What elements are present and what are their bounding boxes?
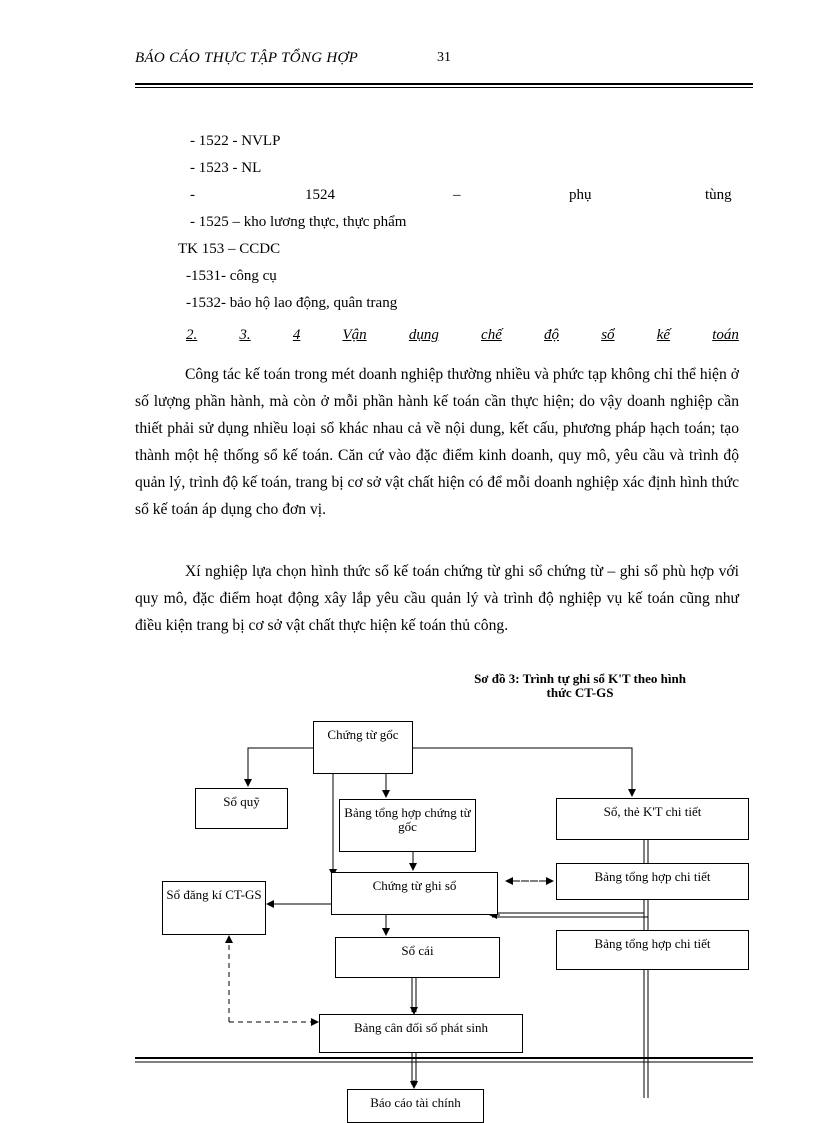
account-1524-word-1: phụ (569, 187, 592, 203)
box-chung-tu-goc: Chứng từ gốc (313, 721, 413, 774)
box-bao-cao-tai-chinh: Báo cáo tài chính (347, 1089, 484, 1123)
heading-word: dụng (408, 327, 439, 343)
box-bang-tong-hop-chi-tiet-1: Bảng tổng hợp chi tiết (556, 863, 749, 900)
account-1524-code: 1524 (305, 187, 335, 203)
box-so-cai: Sổ cái (335, 937, 500, 978)
box-so-quy: Sổ quỹ (195, 788, 288, 829)
heading-word: 2. (186, 327, 198, 343)
caption-line-1: Sơ đồ 3: Trình tự ghi sổ K'T theo hình (474, 671, 686, 686)
account-1524-word-2: tùng (705, 187, 732, 203)
heading-word: toán (712, 327, 739, 343)
arrow-goc-to-soquy (248, 748, 313, 786)
caption-line-2: thức CT-GS (546, 685, 614, 700)
box-chung-tu-ghi-so: Chứng từ ghi sổ (331, 872, 498, 915)
account-1522: - 1522 - NVLP (190, 133, 281, 149)
account-1524-sep: – (453, 187, 461, 203)
heading-word: sổ (601, 327, 615, 343)
double-arrow-socai-candoi (412, 978, 416, 1012)
heading-word: chế (481, 327, 502, 343)
report-title: BÁO CÁO THỰC TẬP TỔNG HỢP (135, 50, 359, 66)
account-1523: - 1523 - NL (190, 160, 262, 176)
arrow-goc-to-chitiet (413, 748, 632, 796)
box-bang-tong-hop-chung-tu-goc: Bảng tổng hợp chứng từ gốc (339, 799, 476, 852)
account-1524-dash: - (190, 187, 195, 203)
account-tk153: TK 153 – CCDC (178, 241, 281, 257)
account-1532: -1532- bảo hộ lao động, quân trang (186, 295, 398, 311)
heading-word: độ (544, 327, 560, 343)
page-number: 31 (437, 50, 451, 65)
paragraph-1: Công tác kế toán trong mét doanh nghiệp thường nhiều và phức tạp không chỉ thể hiện ở số lượng phần hành, mà còn ở mỗi phần hành kế toán cần thực hiện; do vậy doanh nghiệp cần thiết phải sử dụng nhiều loại sổ khác nhau cả về nội dung, kết cấu, phương pháp hạch toán; tạo thành một hệ thống sổ kế toán. Căn cứ vào đặc điểm kinh doanh, quy mô, yêu cầu và trình độ quản lý, trình độ kế toán, trang bị cơ sở vật chất hiện có để mỗi doanh nghiệp xác định hình thức sổ kế toán áp dụng cho đơn vị. (135, 366, 739, 518)
double-line-to-ctgs (492, 913, 648, 917)
box-so-dang-ki-ct-gs: Sổ đăng kí CT-GS (162, 881, 266, 935)
heading-word: kế (656, 327, 671, 343)
heading-word: 3. (239, 327, 251, 343)
box-bang-tong-hop-chi-tiet-2: Bảng tổng hợp chi tiết (556, 930, 749, 970)
box-bang-can-doi-so-phat-sinh: Bảng cân đối số phát sinh (319, 1014, 523, 1053)
account-1525: - 1525 – kho lương thực, thực phẩm (190, 214, 407, 230)
account-1531: -1531- công cụ (186, 268, 277, 284)
paragraph-2: Xí nghiệp lựa chọn hình thức sổ kế toán chứng từ ghi sổ chứng từ – ghi sổ phù hợp với quy mô, đặc điểm hoạt động xây lắp yêu cầu quản lý và trình độ nghiệp vụ kế toán cũng như điều kiện trang bị cơ sở vật chất thực hiện kế toán thủ công. (135, 563, 739, 634)
heading-word: 4 (292, 327, 301, 343)
heading-word: Vận (342, 327, 367, 343)
box-so-the-kt-chi-tiet: Sổ, thẻ K'T chi tiết (556, 798, 749, 840)
